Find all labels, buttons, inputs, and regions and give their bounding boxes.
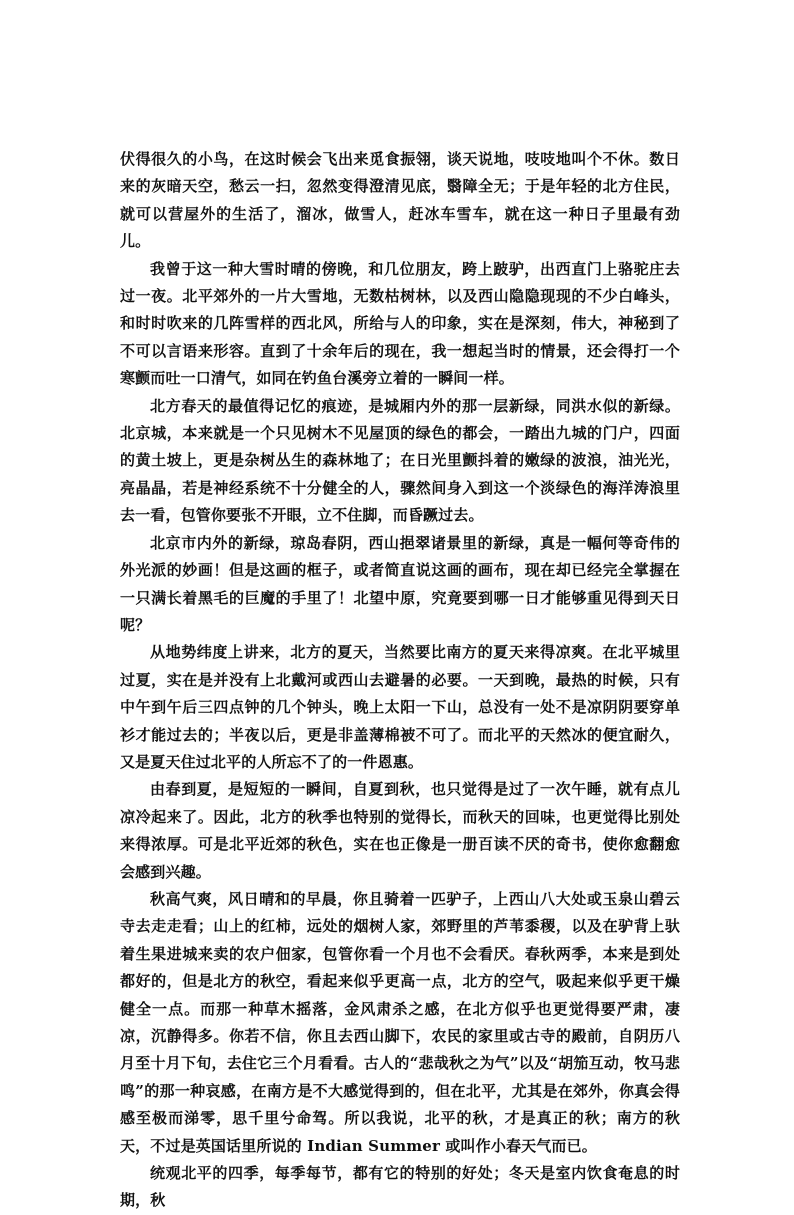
- essay-body: [120, 146, 680, 1215]
- paragraph: 伏得很久的小鸟，在这时候会飞出来觅食振翎，谈天说地，吱吱地叫个不休。数日来的灰暗天空，愁云一扫，忽然变得澄清见底，翳障全无；于是年轻的北方住民，就可以营屋外的生活了，溜冰，做雪人，赶冰车雪车，就在这一种日子里最有劲儿。: [120, 150, 680, 251]
- paragraph: 由春到夏，是短短的一瞬间，自夏到秋，也只觉得是过了一次午睡，就有点儿凉冷起来了。因此，北方的秋季也特别的觉得长，而秋天的回味，也更觉得比别处来得浓厚。可是北平近郊的秋色，实在也正像是一册百读不厌的奇书，使你愈翻愈会感到兴趣。: [120, 780, 680, 881]
- paragraph: 北京市内外的新绿，琼岛春阴，西山挹翠诸景里的新绿，真是一幅何等奇伟的外光派的妙画！但是这画的框子，或者简直说这画的画布，现在却已经完全掌握在一只满长着黑毛的巨魔的手里了！北望中原，究竟要到哪一日才能够重见得到天日呢？: [120, 533, 680, 634]
- paragraph: 统观北平的四季，每季每节，都有它的特别的好处；冬天是室内饮食奄息的时期，秋: [120, 1164, 680, 1210]
- paragraph: 从地势纬度上讲来，北方的夏天，当然要比南方的夏天来得凉爽。在北平城里过夏，实在是并没有上北戴河或西山去避暑的必要。一天到晚，最热的时候，只有中午到午后三四点钟的几个钟头，晚上太阳一下山，总没有一处不是凉阴阴要穿单衫才能过去的；半夜以后，更是非盖薄棉被不可了。而北平的天然冰的便宜耐久，又是夏天住过北平的人所忘不了的一件恩惠。: [120, 643, 680, 771]
- paragraph: 秋高气爽，风日晴和的早晨，你且骑着一匹驴子，上西山八大处或玉泉山碧云寺去走走看；山上的红柿，远处的烟树人家，郊野里的芦苇黍稷，以及在驴背上驮着生果进城来卖的农户佃家，包管你看一个月也不会看厌。春秋两季，本来是到处都好的，但是北方的秋空，看起来似乎更高一点，北方的空气，吸起来似乎更干燥健全一点。而那一种草木摇落，金风肃杀之感，在北方似乎也更觉得要严肃，凄凉，沉静得多。你若不信，你且去西山脚下，农民的家里或古寺的殿前，自阴历八月至十月下旬，去住它三个月看看。古人的“悲哉秋之为气”以及“胡笳互动，牧马悲鸣”的那一种哀感，在南方是不大感觉得到的，但在北平，尤其是在郊外，你真会得感至极而涕零，思千里兮命驾。所以我说，北平的秋，才是真正的秋；南方的秋天，不过是英国话里所说的 Indian Summer 或叫作小春天气而已。: [120, 889, 680, 1155]
- paragraph: 我曾于这一种大雪时晴的傍晚，和几位朋友，跨上跛驴，出西直门上骆驼庄去过一夜。北平郊外的一片大雪地，无数枯树林，以及西山隐隐现现的不少白峰头，和时时吹来的几阵雪样的西北风，所给与人的印象，实在是深刻，伟大，神秘到了不可以言语来形容。直到了十余年后的现在，我一想起当时的情景，还会得打一个寒颤而吐一口清气，如同在钓鱼台溪旁立着的一瞬间一样。: [120, 259, 680, 388]
- paragraph: 北方春天的最值得记忆的痕迹，是城厢内外的那一层新绿，同洪水似的新绿。北京城，本来就是一个只见树木不见屋顶的绿色的都会，一踏出九城的门户，四面的黄土坡上，更是杂树丛生的森林地了；在日光里颤抖着的嫩绿的波浪，油光光，亮晶晶，若是神经系统不十分健全的人，骤然间身入到这一个淡绿色的海洋涛浪里去一看，包管你要张不开眼，立不住脚，而昏蹶过去。: [120, 396, 680, 525]
